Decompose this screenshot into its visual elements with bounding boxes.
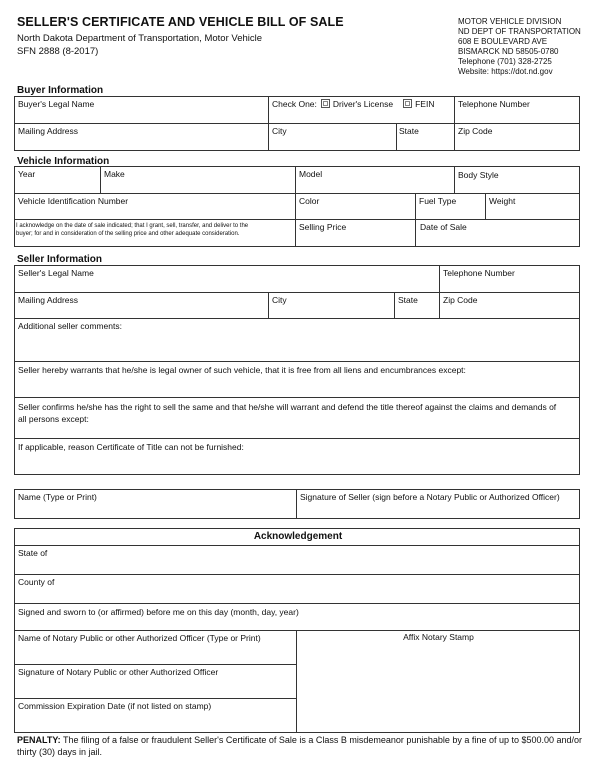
county-of-field[interactable]: County of bbox=[18, 577, 55, 587]
penalty-label: PENALTY: bbox=[17, 735, 61, 745]
seller-section-heading: Seller Information bbox=[17, 254, 103, 265]
vin-field[interactable]: Vehicle Identification Number bbox=[18, 196, 129, 206]
divider bbox=[14, 664, 297, 665]
seller-printed-name-field[interactable]: Name (Type or Print) bbox=[18, 492, 97, 502]
department-name: North Dakota Department of Transportation, Motor Vehicle bbox=[17, 33, 263, 44]
agency-address bbox=[458, 17, 581, 77]
sale-acknowledgment-line: I acknowledge on the date of sale indicated; that I grant, sell, transfer, and deliver to the bbox=[16, 223, 249, 229]
divider bbox=[14, 193, 580, 194]
title-defense-line: all persons except: bbox=[18, 414, 89, 424]
divider bbox=[485, 193, 486, 219]
vehicle-model-field[interactable]: Model bbox=[299, 169, 323, 179]
id-type-selector bbox=[272, 99, 434, 109]
agency-line: 608 E BOULEVARD AVE bbox=[458, 37, 548, 46]
vehicle-body-style-field[interactable]: Body Style bbox=[458, 170, 499, 180]
buyer-mailing-address-field[interactable]: Mailing Address bbox=[18, 126, 79, 136]
seller-comments-field[interactable]: Additional seller comments: bbox=[18, 321, 122, 331]
divider bbox=[396, 123, 397, 151]
selling-price-field[interactable]: Selling Price bbox=[299, 222, 347, 232]
sworn-date-field[interactable]: Signed and sworn to (or affirmed) before me on this day (month, day, year) bbox=[18, 607, 299, 617]
divider bbox=[296, 489, 297, 519]
seller-city-field[interactable]: City bbox=[272, 295, 287, 305]
divider bbox=[14, 603, 580, 604]
buyer-city-field[interactable]: City bbox=[272, 126, 287, 136]
penalty-text: The filing of a false or fraudulent Seller's Certificate of Sale is a Class B misdemeanor punishable by a fine of up to $500.00 and/or thirty (30) days in jail. bbox=[17, 735, 583, 757]
buyer-state-field[interactable]: State bbox=[399, 126, 419, 136]
drivers-license-checkbox[interactable] bbox=[321, 99, 330, 108]
seller-zip-field[interactable]: Zip Code bbox=[443, 295, 478, 305]
check-one-label: Check One: bbox=[272, 99, 317, 109]
buyer-legal-name-field[interactable]: Buyer's Legal Name bbox=[18, 99, 95, 109]
divider bbox=[14, 545, 580, 546]
divider bbox=[14, 123, 580, 124]
divider bbox=[14, 397, 580, 398]
drivers-license-label: Driver's License bbox=[332, 99, 394, 109]
notary-stamp-area[interactable]: Affix Notary Stamp bbox=[403, 632, 474, 642]
divider bbox=[14, 630, 580, 631]
divider bbox=[454, 166, 455, 193]
divider bbox=[268, 96, 269, 151]
vehicle-section-heading: Vehicle Information bbox=[17, 156, 110, 167]
seller-state-field[interactable]: State bbox=[398, 295, 418, 305]
agency-line: BISMARCK ND 58505-0780 bbox=[458, 47, 559, 56]
divider bbox=[14, 318, 580, 319]
divider bbox=[296, 630, 297, 733]
acknowledgement-heading: Acknowledgement bbox=[253, 531, 343, 542]
divider bbox=[14, 438, 580, 439]
vehicle-color-field[interactable]: Color bbox=[299, 196, 320, 206]
divider bbox=[454, 96, 455, 151]
certificate-reason-field[interactable]: If applicable, reason Certificate of Title can not be furnished: bbox=[18, 442, 244, 452]
buyer-zip-field[interactable]: Zip Code bbox=[458, 126, 493, 136]
fein-label: FEIN bbox=[415, 99, 435, 109]
state-of-field[interactable]: State of bbox=[18, 548, 48, 558]
divider bbox=[14, 361, 580, 362]
notary-signature-field[interactable]: Signature of Notary Public or other Authorized Officer bbox=[18, 667, 219, 677]
penalty-notice bbox=[17, 734, 583, 758]
divider bbox=[268, 292, 269, 318]
seller-telephone-field[interactable]: Telephone Number bbox=[443, 268, 515, 278]
divider bbox=[415, 193, 416, 247]
form-title: SELLER'S CERTIFICATE AND VEHICLE BILL OF SALE bbox=[17, 15, 344, 29]
title-defense-line: Seller confirms he/she has the right to sell the same and that he/she will warrant and defend the title thereof against the claims and demands of bbox=[18, 402, 557, 412]
seller-warranty-field[interactable]: Seller hereby warrants that he/she is legal owner of such vehicle, that it is free from all liens and encumbrances except: bbox=[18, 365, 466, 375]
divider bbox=[439, 265, 440, 318]
seller-legal-name-field[interactable]: Seller's Legal Name bbox=[18, 268, 94, 278]
sale-acknowledgment-text bbox=[16, 222, 294, 238]
divider bbox=[394, 292, 395, 318]
agency-line: ND DEPT OF TRANSPORTATION bbox=[458, 27, 581, 36]
vehicle-make-field[interactable]: Make bbox=[104, 169, 125, 179]
seller-title-defense-field[interactable] bbox=[18, 401, 556, 425]
date-of-sale-field[interactable]: Date of Sale bbox=[420, 222, 467, 232]
commission-expiration-field[interactable]: Commission Expiration Date (if not listed on stamp) bbox=[18, 701, 212, 711]
fein-checkbox[interactable] bbox=[403, 99, 412, 108]
vehicle-year-field[interactable]: Year bbox=[18, 169, 36, 179]
buyer-telephone-field[interactable]: Telephone Number bbox=[458, 99, 530, 109]
sale-acknowledgment-line: buyer; for and in consideration of the selling price and other adequate consideration. bbox=[16, 231, 240, 237]
divider bbox=[14, 574, 580, 575]
agency-website: Website: https://dot.nd.gov bbox=[458, 67, 553, 76]
seller-mailing-address-field[interactable]: Mailing Address bbox=[18, 295, 79, 305]
notary-name-field[interactable]: Name of Notary Public or other Authorized Officer (Type or Print) bbox=[18, 633, 261, 643]
form-number: SFN 2888 (8-2017) bbox=[17, 46, 99, 57]
divider bbox=[14, 292, 580, 293]
divider bbox=[295, 166, 296, 247]
seller-signature-field[interactable]: Signature of Seller (sign before a Notary Public or Authorized Officer) bbox=[300, 492, 560, 502]
buyer-section-heading: Buyer Information bbox=[17, 85, 104, 96]
agency-line: MOTOR VEHICLE DIVISION bbox=[458, 17, 562, 26]
divider bbox=[100, 166, 101, 193]
fuel-type-field[interactable]: Fuel Type bbox=[419, 196, 457, 206]
vehicle-weight-field[interactable]: Weight bbox=[489, 196, 516, 206]
agency-line: Telephone (701) 328-2725 bbox=[458, 57, 552, 66]
divider bbox=[14, 219, 580, 220]
divider bbox=[14, 698, 297, 699]
